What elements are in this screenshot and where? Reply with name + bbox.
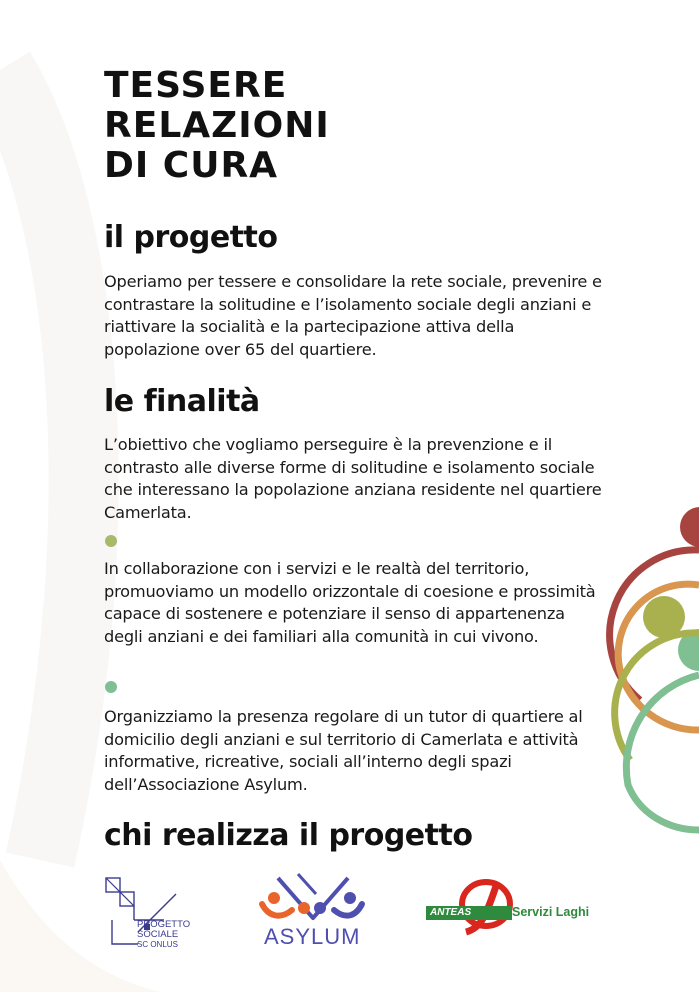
asylum-wordmark: ASYLUM [264, 924, 361, 949]
decorative-circles [600, 505, 699, 845]
asylum-figures-icon [258, 870, 368, 926]
progetto-sociale-line-3: SC ONLUS [137, 940, 178, 949]
deco-red-dot [680, 507, 699, 547]
anteas-mark-icon [426, 876, 526, 936]
heading-le-finalita: le finalità [104, 384, 260, 419]
progetto-text: Operiamo per tessere e consolidare la rete sociale, prevenire e contrastare la solitudine e l’isolamento sociale degli anziani e riattivare la socialità e la partecipazione attiva della popolazione over 65 del quartiere. [104, 272, 602, 359]
finalita-paragraph-3: Organizziamo la presenza regolare di un tutor di quartiere al domicilio degli anziani e sul territorio di Camerlata e attività informative, ricreative, sociali all’interno degli spazi dell’Associazione Asylum. [104, 707, 583, 794]
finalita-paragraph-2: In collaborazione con i servizi e le realtà del territorio, promuoviamo un modello orizzontale di coesione e prossimità capace di sostenere e potenziare il senso di appartenenza degli anziani e dei familiari alla comunità in cui vivono. [104, 559, 596, 646]
progetto-sociale-line-2: SOCIALE [137, 929, 179, 940]
heading-chi-realizza: chi realizza il progetto [104, 818, 473, 853]
anteas-servizi-laghi: Servizi Laghi [512, 905, 590, 919]
bullet-dot-1 [105, 535, 117, 547]
title-line-1: TESSERE [104, 65, 288, 106]
title-line-2: RELAZIONI [104, 105, 330, 146]
bullet-dot-2 [105, 681, 117, 693]
logo-anteas [426, 876, 596, 936]
anteas-mark-text: ANTEAS [430, 907, 472, 918]
logo-asylum [258, 870, 368, 950]
heading-il-progetto: il progetto [104, 220, 278, 255]
finalita-paragraph-1: L’obiettivo che vogliamo perseguire è la prevenzione e il contrasto alle diverse forme di solitudine e isolamento sociale che interessano la popolazione anziana residente nel quartiere Camerlata. [104, 435, 602, 522]
page-title [104, 66, 464, 186]
progetto-sociale-line-1: PROGETTO [137, 919, 191, 930]
logo-progetto-sociale [104, 876, 214, 948]
title-line-3: DI CURA [104, 145, 279, 186]
